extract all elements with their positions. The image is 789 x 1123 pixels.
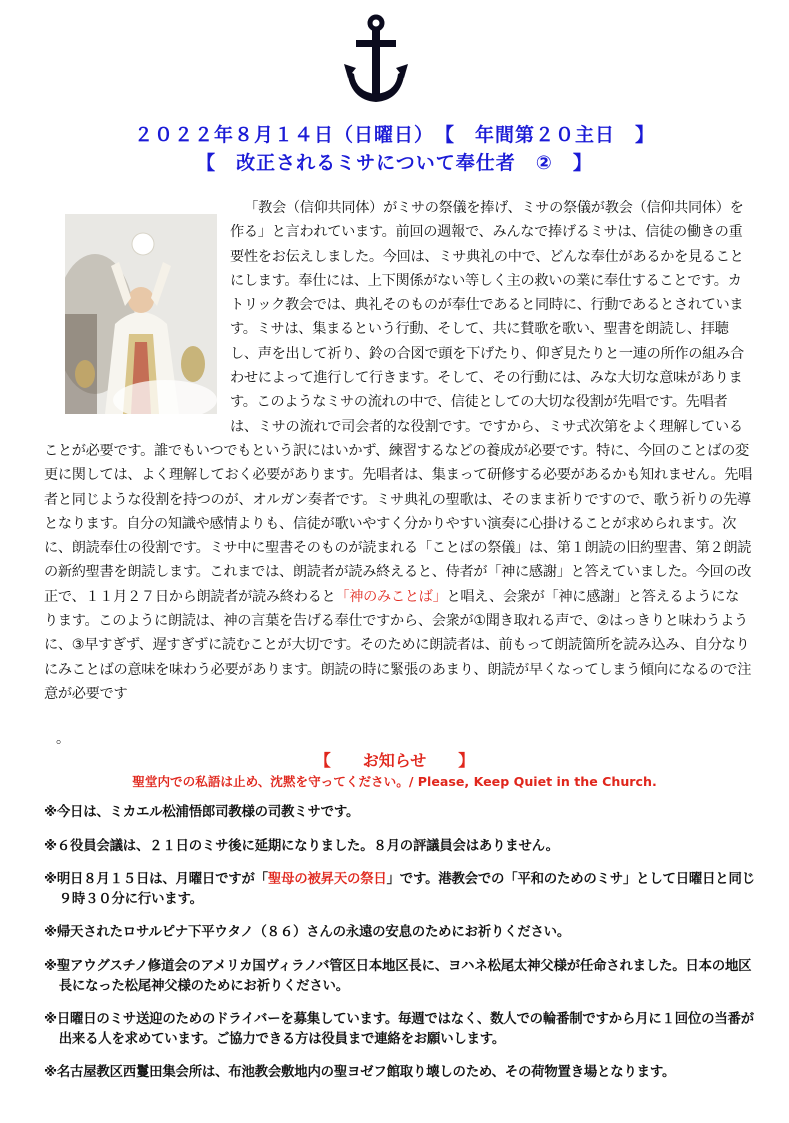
notice-heading: 【 お知らせ 】 <box>314 751 475 770</box>
article-text-1: 「教会（信仰共同体）がミサの祭儀を捧げ、ミサの祭儀が教会（信仰共同体）を作る」と言われています。前回の週報で、みんなで捧げるミサは、信徒の働きの重要性をお伝えしました。今回は、ミサ典礼の中で、どんな奉仕があるかを見ることにします。奉仕には、上下関係がない等しく主の救いの業に奉仕することです。カトリック教会では、典礼そのものが奉仕であると同時に、行動であるとされています。ミサは、集まるという行動、そして、共に賛歌を歌い、聖書を朗読し、拝聴し、声を出して祈り、鈴の合図で頭を下げたり、仰ぎ見たりと一連の所作の組み合わせによって進行して行きます。そして、その行動には、みな大切な意味があります。このようなミサの流れの中で、信徒としての大切な役割が先唱です。先唱者は、ミサの流れで司会者的な役割です。ですから、ミサ式次第をよく理解していることが必要です。誰でもいつでもという訳にはいかず、練習するなどの養成が必要です。特に、今回のことばの変更に関しては、よく理解しておく必要があります。先唱者は、集まって研修する必要があるかも知れません。先唱者と同じような役割を持つのが、オルガン奏者です。ミサ典礼の聖歌は、そのまま祈りですので、歌う祈りの先導となります。自分の知識や感情よりも、信徒が歌いやすく分かりやすい演奏に心掛けることが求められます。次に、朗読奉仕の役割です。ミサ中に聖書そのものが読まれる「ことばの祭儀」は、第１朗読の旧約聖書、第２朗読の新約聖書を朗読します。これまでは、朗読者が読み終えると、侍者が「神に感謝」と答えていました。今回の改正で、１１月２７日から朗読者が読み終わると <box>44 200 752 605</box>
article-body <box>44 196 752 706</box>
notice-text: 」です。港教会での「平和のためのミサ」として日曜日と同じ９時３０分に行います。 <box>58 872 755 907</box>
theme-title: 【 改正されるミサについて奉仕者 ② 】 <box>196 152 593 174</box>
notice-item: ※日曜日のミサ送迎のためのドライバーを募集しています。毎週ではなく、数人での輪番制ですから月に１回位の当番が出来る人を求めています。ご協力できる方は役員まで連絡をお願いします。 <box>44 1012 754 1047</box>
notice-text: ※明日８月１５日は、月曜日ですが「 <box>44 872 268 888</box>
quiet-request: 聖堂内での私語は止め、沈黙を守ってください。/ Please, Keep Quiet in the Church. <box>132 774 657 789</box>
notice-item <box>44 870 756 909</box>
highlight-phrase: 「神のみことば」 <box>335 588 447 605</box>
photo-spacer <box>44 196 230 438</box>
notice-item: ※帰天されたロサルピナ下平ウタノ（８６）さんの永遠の安息のためにお祈りください。 <box>44 925 571 941</box>
feast-highlight: 聖母の被昇天の祭日 <box>267 872 387 888</box>
date-title: ２０２２年８月１４日（日曜日） 【 年間第２０主日 】 <box>133 124 655 146</box>
notice-item: ※聖アウグスチノ修道会のアメリカ国ヴィラノバ管区日本地区長に、ヨハネ松尾太神父様が任命されました。日本の地区長になった松尾神父様のためにお祈りください。 <box>44 958 752 994</box>
article-text-2: と唱え、会衆が「神に感謝」と答えるようになります。このように朗読は、神の言葉を告げる奉仕ですから、会衆が①聞き取れる声で、②はっきりと味わうように、③早すぎず、遅すぎずに読むことが大切です。そのために朗読者は、前もって朗読箇所を読み込み、自分なりにみことばの意味を味わう必要があります。朗読の時に緊張のあまり、朗読が早くなってしまう傾向になるので注意が必要です <box>44 588 752 702</box>
anchor-icon <box>344 14 408 106</box>
notice-item: ※名古屋教区西鬘田集会所は、布池教会敷地内の聖ヨゼフ館取り壊しのため、その荷物置き場となります。 <box>44 1065 676 1081</box>
trailing-dot: 。 <box>56 731 70 747</box>
notice-item: ※今日は、ミカエル松浦悟郎司教様の司教ミサです。 <box>44 805 360 820</box>
notice-item: ※６役員会議は、２１日のミサ後に延期になりました。８月の評議員会はありません。 <box>44 838 559 854</box>
notice-list <box>44 803 756 1097</box>
